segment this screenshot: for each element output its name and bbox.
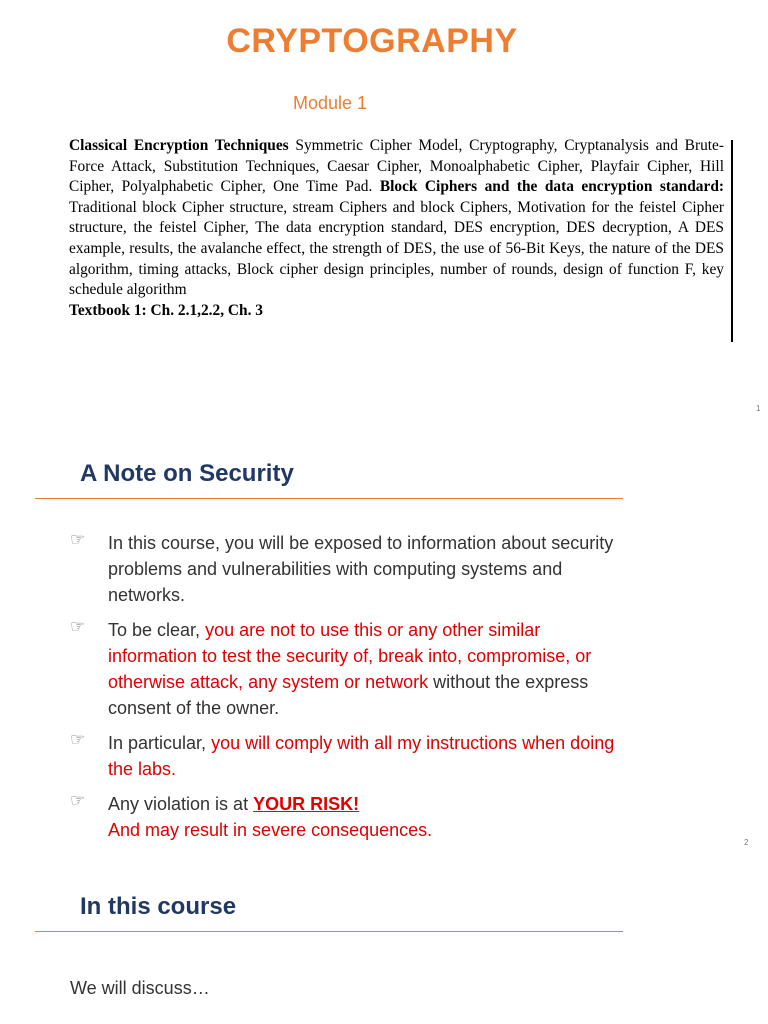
slide-title: CRYPTOGRAPHY xyxy=(226,22,518,60)
body-text: We will discuss… xyxy=(70,978,210,998)
heading-underline xyxy=(35,498,623,499)
list-item xyxy=(70,530,630,608)
pointing-hand-icon: ☞ xyxy=(70,730,86,749)
bullet-consequence: And may result in severe consequences. xyxy=(108,820,433,840)
syllabus-topics-block-ciphers: Traditional block Cipher structure, stream Ciphers and block Ciphers, Motivation for the feistel Cipher structure, the feistel Cipher, The data encryption standard, DES encryption, DES decryption, A DES example, results, the avalanche effect, the strength of DES, the use of 56-Bit Keys, the nature of the DES algorithm, timing attacks, Block cipher design principles, number of rounds, design of function F, key schedule algorithm xyxy=(69,198,724,299)
bullet-warning: you are not to use this or any other similar information to test the security of, break into, compromise, or otherwise attack, any system or network xyxy=(108,620,592,692)
pointing-hand-icon: ☞ xyxy=(70,617,86,636)
syllabus-heading-block-ciphers: Block Ciphers and the data encryption standard: xyxy=(379,178,725,196)
slide-1 xyxy=(0,0,768,432)
heading-underline xyxy=(35,931,623,932)
page-number: 2 xyxy=(744,838,749,847)
bullet-tail: without the express consent of the owner. xyxy=(108,672,589,718)
bullet-lead: To be clear, xyxy=(108,620,206,640)
slide-heading: A Note on Security xyxy=(80,460,294,487)
page-number: 1 xyxy=(756,404,761,413)
bullet-list xyxy=(70,530,630,852)
bullet-warning: you will comply with all my instructions when doing the labs. xyxy=(108,733,615,779)
syllabus-heading-classical: Classical Encryption Techniques xyxy=(69,137,289,154)
slide-2 xyxy=(0,432,768,862)
list-item xyxy=(70,791,630,843)
your-risk-emphasis: YOUR RISK! xyxy=(253,794,360,814)
bullet-text: In this course, you will be exposed to information about security problems and vulnerabilities with computing systems and networks. xyxy=(108,533,614,605)
pointing-hand-icon: ☞ xyxy=(70,530,86,549)
list-item xyxy=(70,617,630,721)
pointing-hand-icon: ☞ xyxy=(70,791,86,810)
list-item xyxy=(70,730,630,782)
slide-3 xyxy=(0,862,768,1024)
slide-heading: In this course xyxy=(80,893,237,920)
bullet-lead: In particular, xyxy=(108,733,212,753)
bullet-lead: Any violation is at xyxy=(108,794,254,814)
syllabus-text xyxy=(69,136,724,321)
module-label: Module 1 xyxy=(293,93,368,113)
textbook-reference: Textbook 1: Ch. 2.1,2.2, Ch. 3 xyxy=(69,301,263,319)
syllabus-topics-classical: Symmetric Cipher Model, Cryptography, Cryptanalysis and Brute-Force Attack, Substitution Techniques, Caesar Cipher, Monoalphabetic Cipher, Playfair Cipher, Hill Cipher, Polyalphabetic Cipher, One Time Pad. xyxy=(69,137,724,196)
vertical-divider xyxy=(731,140,733,342)
